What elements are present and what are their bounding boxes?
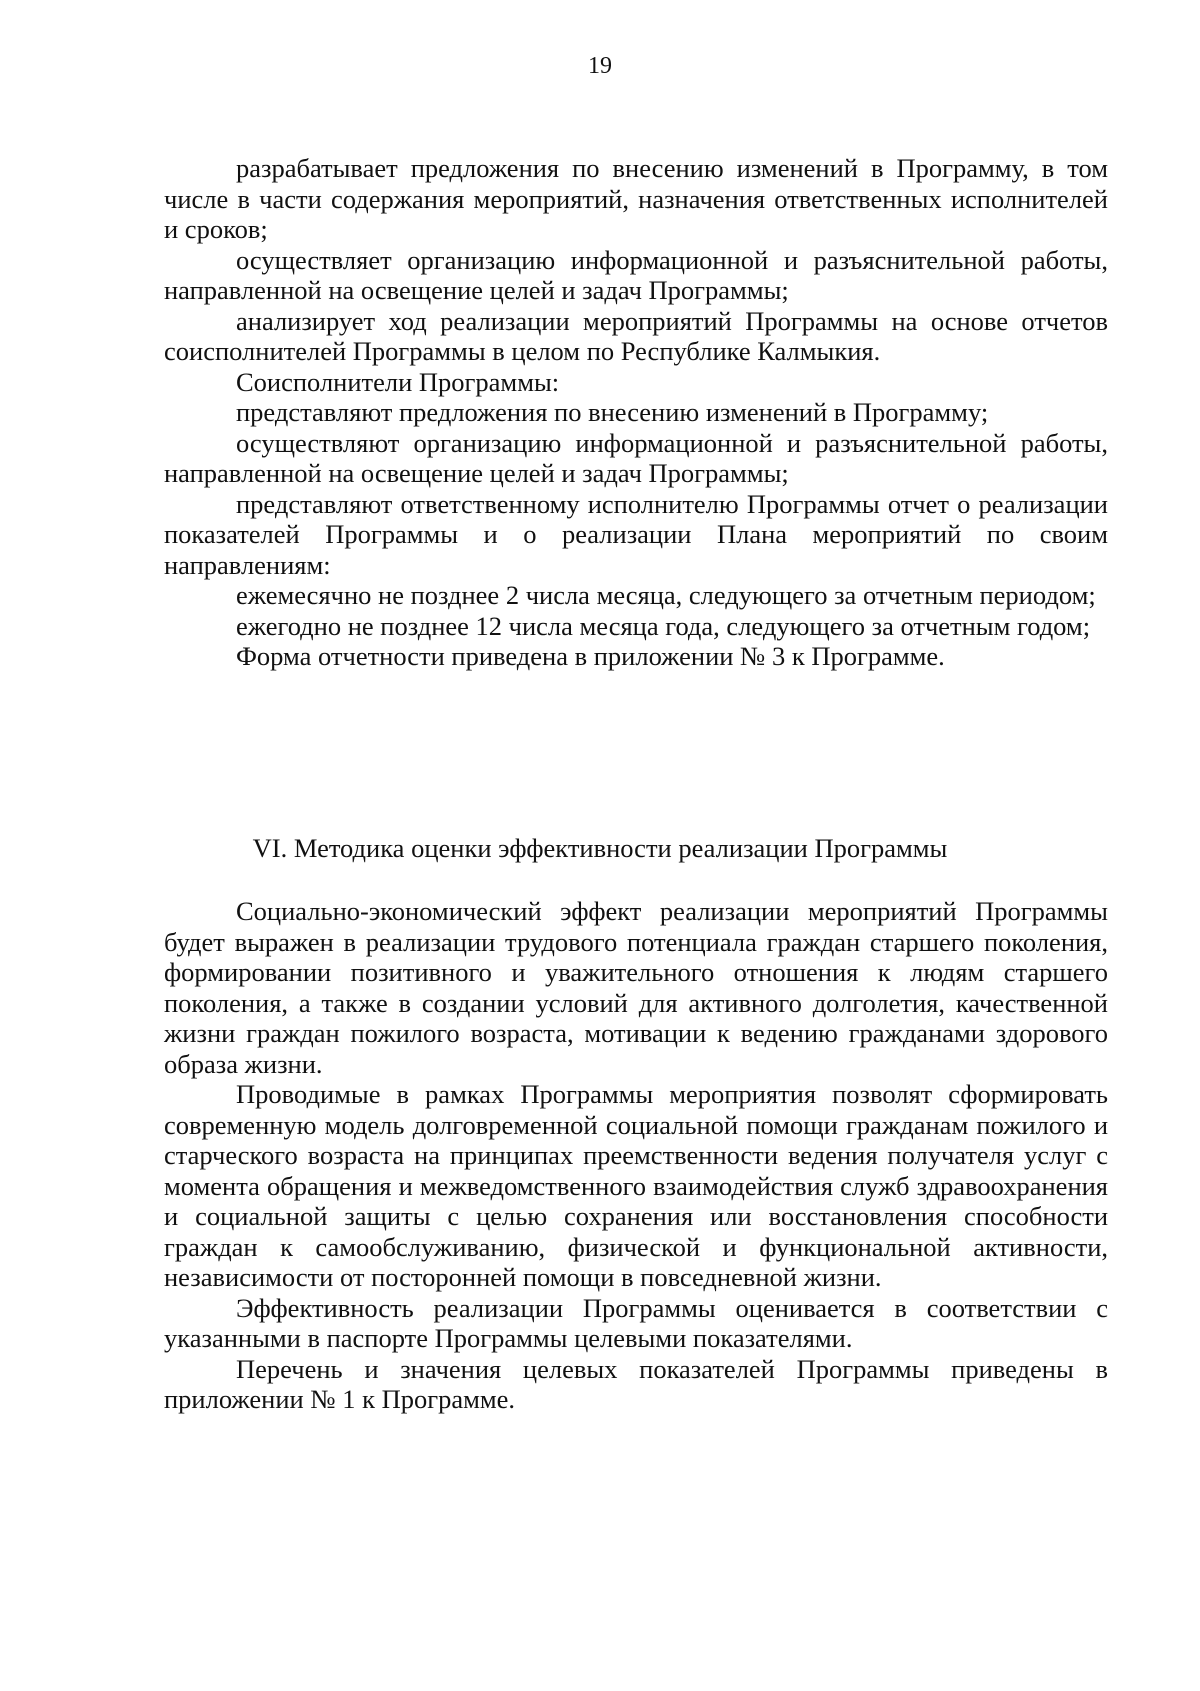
page-number: 19 [588,53,612,79]
effectiveness-section [164,896,1108,1415]
paragraph-long-term-care-model: Проводимые в рамках Программы мероприятия позволят сформировать современную модель долговременной социальной помощи гражданам пожилого и старческого возраста на принципах преемственности ведения получателя услуг с момента обращения и межведомственного взаимодействия служб здравоохранения и социальной защиты с целью сохранения или восстановления способности граждан к самообслуживанию, физической и функциональной активности, независимости от посторонней помощи в повседневной жизни. [164,1079,1108,1292]
section-heading: VI. Методика оценки эффективности реализации Программы [252,833,948,863]
paragraph-co-executors-information-work: осуществляют организацию информационной и разъяснительной работы, направленной на освещение целей и задач Программы; [164,427,1108,488]
paragraph-target-indicators: Перечень и значения целевых показателей Программы приведены в приложении № 1 к Программе. [164,1353,1108,1414]
paragraph-annual-deadline: ежегодно не позднее 12 числа месяца года, следующего за отчетным годом; [236,610,1091,641]
responsibilities-section [164,153,1108,672]
paragraph-proposals: разрабатывает предложения по внесению изменений в Программу, в том числе в части содержания мероприятий, назначения ответственных исполнителей и сроков; [164,153,1108,244]
paragraph-information-work: осуществляет организацию информационной и разъяснительной работы, направленной на освещение целей и задач Программы; [164,244,1108,305]
paragraph-co-executors-heading: Соисполнители Программы: [236,366,560,397]
paragraph-reporting: представляют ответственному исполнителю Программы отчет о реализации показателей Программы и о реализации Плана мероприятий по своим направлениям: [164,488,1108,580]
paragraph-co-executors-proposals: представляют предложения по внесению изменений в Программу; [236,397,989,427]
paragraph-effectiveness-assessment: Эффективность реализации Программы оценивается в соответствии с указанными в паспорте Программы целевыми показателями. [164,1292,1108,1353]
paragraph-socio-economic-effect: Социально-экономический эффект реализации мероприятий Программы будет выражен в реализации трудового потенциала граждан старшего поколения, формировании позитивного и уважительного отношения к людям старшего поколения, а также в создании условий для активного долголетия, качественной жизни граждан пожилого возраста, мотивации к ведению гражданами здорового образа жизни. [164,896,1108,1079]
paragraph-monthly-deadline: ежемесячно не позднее 2 числа месяца, следующего за отчетным периодом; [236,580,1096,610]
paragraph-report-form: Форма отчетности приведена в приложении № 3 к Программе. [236,641,945,671]
paragraph-analysis: анализирует ход реализации мероприятий Программы на основе отчетов соисполнителей Программы в целом по Республике Калмыкия. [164,305,1108,366]
